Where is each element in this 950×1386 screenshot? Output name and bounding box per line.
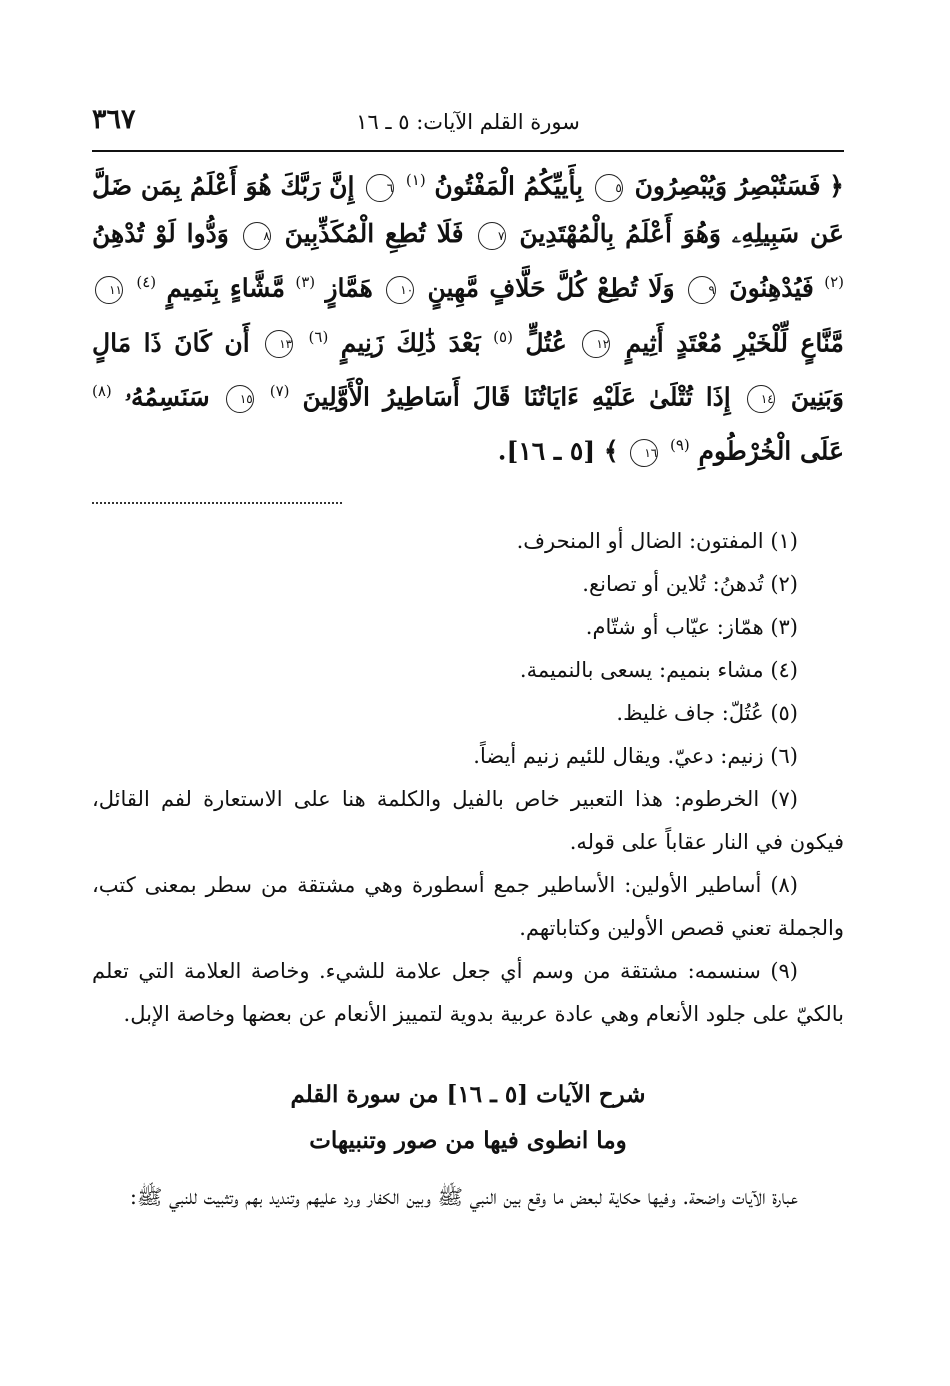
footnote-2: (٢) تُدهنُ: تُلاين أو تصانع. [582,571,798,596]
footnote-8: (٨) أساطير الأولين: الأساطير جمع أسطورة وهي مشتقة من سطر بمعنى كتب، والجملة تعني قصص الأولين وكتاباتهم. [92,872,844,940]
section-heading [92,1072,844,1164]
ayah-number-marker: ١٥ [226,385,254,413]
quran-text: مَّنَّاعٍ لِّلْخَيْرِ مُعْتَدٍ أَثِيمٍ [625,327,844,357]
footnote-6: (٦) زنيم: دعيّ. ويقال للئيم زنيم أيضاً. [473,743,798,768]
running-title: سورة القلم الآيات: ٥ ـ ١٦ [356,110,580,134]
quran-text: بِأَييِّكُمُ الْمَفْتُونُ [434,171,584,201]
footnote-reference: (٨) [92,381,112,400]
ayah-number-marker: ٩ [688,276,716,304]
quran-text: وَلَا تُطِعْ كُلَّ حَلَّافٍ مَّهِينٍ [427,273,675,303]
ayah-number-marker: ٥ [595,174,623,202]
footnote-3: (٣) همّاز: عيّاب أو شتّام. [585,614,798,639]
page-header [92,100,844,150]
quran-text: عَلَى الْخُرْطُومِ [698,436,844,466]
ayah-number-marker: ١١ [95,276,123,304]
footnote-reference: (٦) [308,327,329,346]
page-number: ٣٦٧ [92,104,136,135]
footnote-reference: (٥) [493,327,513,346]
quran-text: ﴿ فَسَتُبْصِرُ وَيُبْصِرُونَ [634,171,844,201]
footnote-reference: (٧) [269,381,290,400]
footnote-9: (٩) سنسمه: مشتقة من وسم أي جعل علامة للشيء. وخاصة العلامة التي تعلم بالكيّ على جلود الأنعام وهي عادة عربية بدوية لتمييز الأنعام عن بعضها وخاصة الإبل. [92,958,844,1026]
quran-text: بَعْدَ ذَٰلِكَ زَنِيمٍ [340,327,481,357]
footnote-separator [92,502,342,504]
quran-text: أَن كَانَ ذَا مَالٍ وَبَنِينَ [92,327,844,412]
footnote-5: (٥) عُتُلّ: جاف غليظ. [616,700,798,725]
quran-text: إِنَّ رَبَّكَ هُوَ أَعْلَمُ بِمَن ضَلَّ عَن سَبِيلِهِۦ وَهُوَ أَعْلَمُ بِالْمُهْتَدِينَ [92,171,844,249]
quran-text: هَمَّازٍ [325,273,373,303]
footnotes [92,520,844,1036]
quran-passage [92,156,844,476]
ayah-number-marker: ٨ [243,222,271,250]
footnote-4: (٤) مشاء بنميم: يسعى بالنميمة. [519,657,798,682]
footnote-1: (١) المفتون: الضال أو المنحرف. [516,528,798,553]
ayah-number-marker: ٧ [478,222,506,250]
footnote-reference: (٩) [669,436,690,455]
quran-text: ﴾ [٥ ـ ١٦]. [497,436,619,466]
footnote-7: (٧) الخرطوم: هذا التعبير خاص بالفيل والكلمة هنا على الاستعارة لفم القائل، فيكون في النار عقاباً على قوله. [92,786,844,854]
footnote-reference: (٣) [295,273,316,292]
book-page [92,100,844,1280]
quran-text: عُتُلٍّ [525,327,567,357]
ayah-number-marker: ١٠ [386,276,414,304]
footnote-reference: (٢) [824,273,844,292]
ayah-number-marker: ١٣ [265,330,293,358]
ayah-number-marker: ٦ [366,174,394,202]
quran-text: إِذَا تُتْلَىٰ عَلَيْهِ ءَايَاتُنَا قَالَ أَسَاطِيرُ الْأَوَّلِينَ [302,382,731,412]
ayah-number-marker: ١٢ [582,330,610,358]
ayah-number-marker: ١٤ [747,385,775,413]
header-rule [92,150,844,152]
section-heading-line-2: وما انطوى فيها من صور وتنبيهات [309,1126,627,1154]
footnote-reference: (١) [405,171,426,189]
quran-text: فَيُدْهِنُونَ [729,273,814,303]
ayah-number-marker: ١٦ [630,439,658,467]
section-heading-line-1: شرح الآيات [٥ ـ ١٦] من سورة القلم [290,1080,646,1108]
quran-text: فَلَا تُطِعِ الْمُكَذِّبِينَ [284,219,464,249]
quran-text: مَّشَّاءٍ بِنَمِيمٍ [166,273,286,303]
commentary-paragraph: عبارة الآيات واضحة. وفيها حكاية لبعض ما وقع بين النبي ﷺ وبين الكفار ورد عليهم وتنديد بهم وتثبيت للنبي ﷺ: [129,1184,798,1209]
quran-text: سَنَسِمُهُۥ [124,382,210,412]
quran-text: وَدُّوا لَوْ تُدْهِنُ [92,219,229,249]
footnote-reference: (٤) [136,273,157,292]
